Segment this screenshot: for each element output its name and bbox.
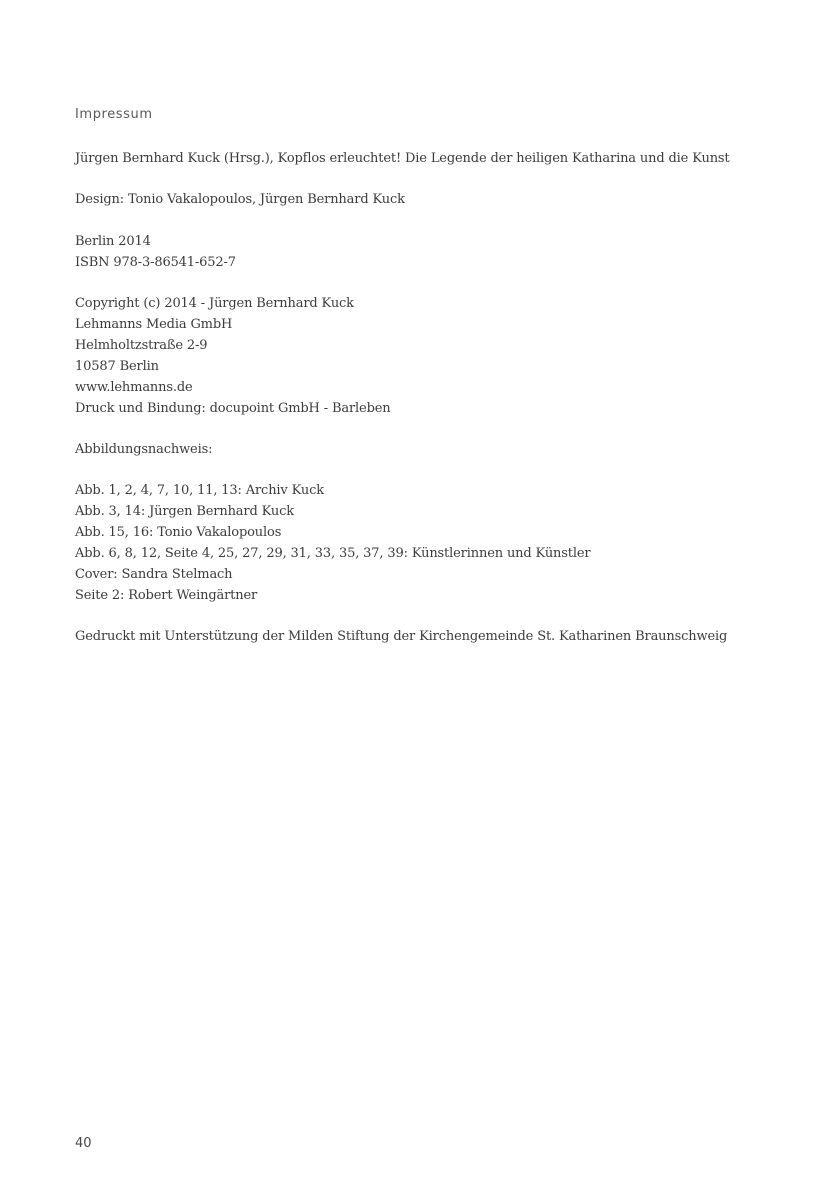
credits-label-block (75, 439, 212, 460)
credit-item: Abb. 15, 16: Tonio Vakalopoulos (75, 525, 282, 540)
publication-block (75, 231, 236, 273)
credit-item: Abb. 6, 8, 12, Seite 4, 25, 27, 29, 31, 33, 35, 37, 39: Künstlerinnen und Künstler (75, 546, 591, 561)
design-line: Design: Tonio Vakalopoulos, Jürgen Bernhard Kuck (75, 192, 405, 207)
credits-list (75, 480, 590, 606)
title-block (75, 148, 730, 169)
credits-label: Abbildungsnachweis: (75, 442, 213, 457)
credit-item: Seite 2: Robert Weingärtner (75, 588, 258, 603)
page-number: 40 (75, 1136, 92, 1151)
title-line: Jürgen Bernhard Kuck (Hrsg.), Kopflos erleuchtet! Die Legende der heiligen Katharina und die Kunst (75, 151, 730, 166)
publisher-street: Helmholtzstraße 2-9 (75, 338, 208, 353)
credit-item: Cover: Sandra Stelmach (75, 567, 233, 582)
page-heading: Impressum (75, 107, 153, 122)
printing-line: Druck und Bindung: docupoint GmbH - Barleben (75, 401, 391, 416)
publisher-city: 10587 Berlin (75, 359, 159, 374)
support-note: Gedruckt mit Unterstützung der Milden Stiftung der Kirchengemeinde St. Katharinen Braunschweig (75, 629, 728, 644)
credit-item: Abb. 3, 14: Jürgen Bernhard Kuck (75, 504, 294, 519)
place-year: Berlin 2014 (75, 234, 151, 249)
copyright-line: Copyright (c) 2014 - Jürgen Bernhard Kuck (75, 296, 354, 311)
support-block (75, 626, 727, 647)
design-block (75, 189, 405, 210)
credit-item: Abb. 1, 2, 4, 7, 10, 11, 13: Archiv Kuck (75, 483, 324, 498)
publisher-block (75, 293, 391, 419)
publisher-name: Lehmanns Media GmbH (75, 317, 233, 332)
isbn: ISBN 978-3-86541-652-7 (75, 255, 236, 270)
publisher-website: www.lehmanns.de (75, 380, 193, 395)
